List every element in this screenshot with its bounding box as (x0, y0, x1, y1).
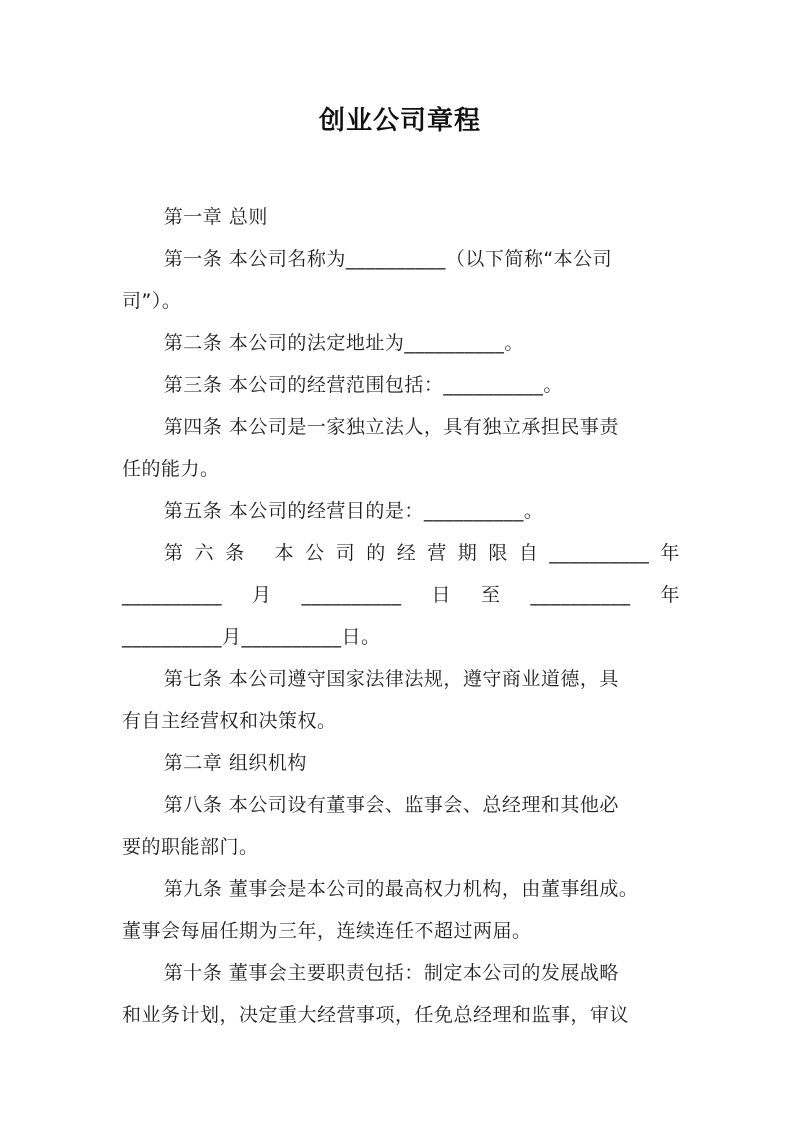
article-6-gap (256, 532, 264, 574)
article-6-word: 第 (164, 542, 184, 564)
article-1-line-2: 司”）。 (122, 290, 182, 312)
article-10 (122, 952, 680, 1036)
article-6-line-2 (122, 574, 680, 616)
article-9-line-2: 董事会每届任期为三年，连续连任不超过两届。 (122, 920, 532, 942)
article-6-blank: __________ (301, 584, 402, 606)
article-4-line-2: 任的能力。 (122, 458, 220, 480)
article-6-word: 限 (488, 542, 508, 564)
article-6-word: 月 (251, 584, 272, 606)
article-9 (122, 868, 680, 952)
article-4-line-1: 第四条 本公司是一家独立法人，具有独立承担民事责 (163, 416, 619, 438)
article-1 (122, 238, 680, 322)
article-6-line-3: __________月__________日。 (122, 626, 381, 648)
article-6-word: 六 (194, 542, 215, 564)
chapter-2-heading: 第二章 组织机构 (163, 752, 307, 774)
article-10-line-2: 和业务计划，决定重大经营事项，任免总经理和监事，审议 (122, 1004, 630, 1026)
article-8 (122, 784, 680, 868)
article-6-word: 至 (480, 584, 501, 606)
article-6-blank: __________ (549, 542, 650, 564)
article-6-word: 自 (518, 542, 539, 564)
article-8-line-1: 第八条 本公司设有董事会、监事会、总经理和其他必 (163, 794, 619, 816)
article-6-word: 年 (660, 542, 680, 564)
article-6 (122, 532, 680, 658)
article-9-line-1: 第九条 董事会是本公司的最高权力机构，由董事组成。 (163, 878, 639, 900)
article-7-line-2: 有自主经营权和决策权。 (122, 710, 337, 732)
article-6-word: 年 (660, 584, 680, 606)
article-1-line-1: 第一条 本公司名称为__________（以下简称“本公司 (163, 248, 613, 270)
document-body (122, 196, 680, 1036)
article-6-word: 期 (457, 542, 478, 564)
article-3: 第三条 本公司的经营范围包括：__________。 (163, 374, 563, 396)
article-6-word: 的 (366, 542, 386, 564)
article-6-word: 公 (305, 542, 325, 564)
article-5: 第五条 本公司的经营目的是：__________。 (163, 500, 544, 522)
article-10-line-1: 第十条 董事会主要职责包括：制定本公司的发展战略 (163, 962, 619, 984)
article-6-word: 经 (396, 542, 417, 564)
article-6-blank: __________ (530, 584, 631, 606)
article-7-line-1: 第七条 本公司遵守国家法律法规，遵守商业道德，具 (163, 668, 619, 690)
article-4 (122, 406, 680, 490)
article-6-word: 条 (225, 542, 245, 564)
chapter-1-heading: 第一章 总则 (163, 206, 268, 228)
document-title: 创业公司章程 (318, 106, 481, 136)
article-6-word: 本 (274, 542, 295, 564)
article-6-word: 营 (427, 542, 447, 564)
article-6-blank: __________ (122, 584, 222, 606)
article-2: 第二条 本公司的法定地址为__________。 (163, 332, 524, 354)
article-6-word: 日 (431, 584, 451, 606)
article-6-line-1 (122, 532, 680, 574)
article-6-word: 司 (335, 542, 356, 564)
article-8-line-2: 要的职能部门。 (122, 836, 259, 858)
article-7 (122, 658, 680, 742)
